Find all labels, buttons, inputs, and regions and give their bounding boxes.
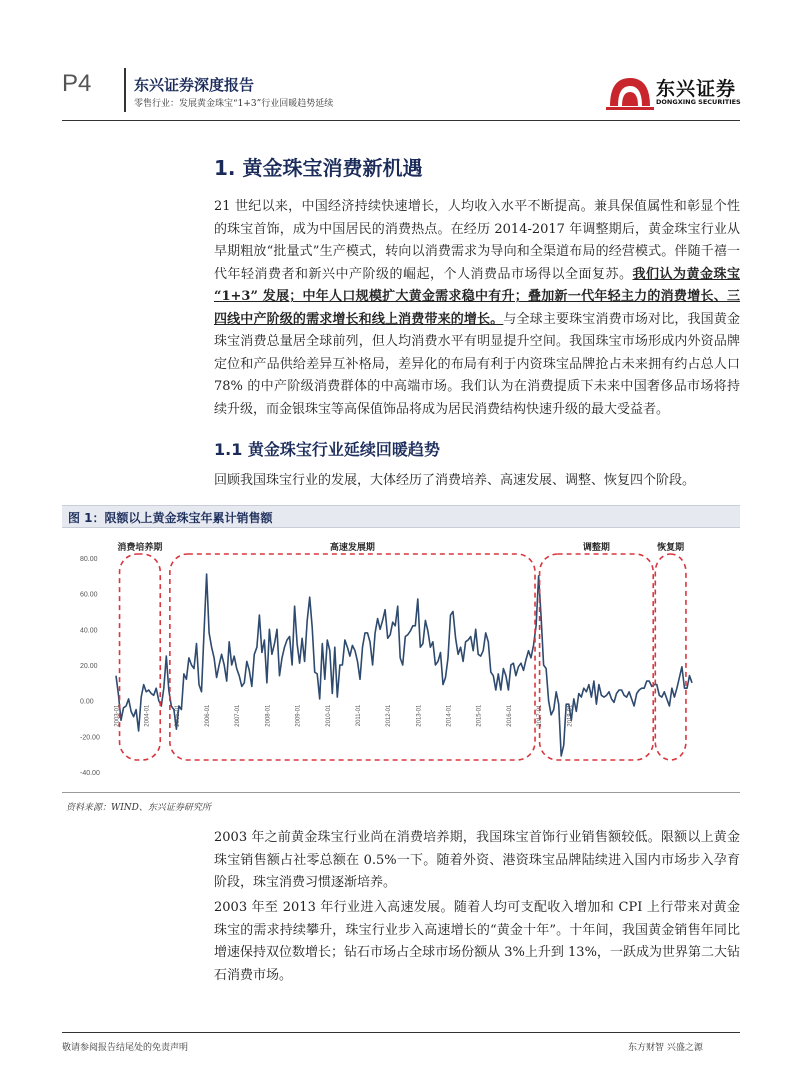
page-number: P4 (62, 70, 92, 97)
x-tick-label: 2013-01 (416, 704, 423, 727)
phase-label: 调整期 (582, 542, 610, 552)
sales-line-chart (62, 530, 740, 788)
phase-label: 消费培养期 (117, 542, 163, 552)
phase-box (655, 554, 686, 760)
x-tick-label: 2004-01 (144, 704, 151, 727)
phase-label: 恢复期 (657, 542, 685, 552)
x-tick-label: 2008-01 (265, 704, 272, 727)
y-tick-label: -40.00 (80, 770, 100, 777)
figure-title: 图 1：限额以上黄金珠宝年累计销售额 (68, 511, 273, 525)
footer-rule (62, 1032, 740, 1033)
y-tick-label: -20.00 (80, 734, 100, 742)
report-subtitle: 零售行业：发展黄金珠宝“1+3”行业回暖趋势延续 (134, 99, 334, 109)
intro-key-view: 我们认为黄金珠宝 “1+3” 发展；中年人口规模扩大黄金需求稳中有升；叠加新一代年轻主力的消费增长、三四线中产阶级的需求增长和线上消费带来的增长。 (214, 266, 740, 327)
footer-slogan: 东方财智 兴盛之源 (628, 1043, 703, 1053)
paragraph-rapid-growth: 2003 年至 2013 年行业进入高速发展。随着人均可支配收入增加和 CPI 上行带来对黄金珠宝的需求持续攀升，珠宝行业步入高速增长的“黄金十年”。十年间，我国黄金销售年同比增速保持双位数增长；钻石市场占全球市场份额从 3%上升到 13%，一跃成为世界第二大钻石消费市场。 (214, 900, 740, 983)
x-tick-label: 2005-01 (174, 704, 181, 727)
x-tick-label: 2007-01 (235, 704, 242, 727)
x-tick-label: 2006-01 (205, 704, 212, 727)
x-tick-label: 2014-01 (446, 704, 453, 727)
phase-box (540, 554, 654, 760)
intro-paragraph (214, 196, 740, 421)
x-tick-label: 2011-01 (355, 704, 362, 727)
figure-source: 资料来源：WIND、东兴证券研究所 (66, 803, 211, 813)
series-line-yoy (116, 574, 692, 756)
y-axis (80, 556, 100, 777)
section-heading: 1. 黄金珠宝消费新机遇 (214, 156, 423, 180)
intro-text-1: 21 世纪以来，中国经济持续快速增长，人均收入水平不断提高。兼具保值属性和彰显个性的珠宝首饰，成为中国居民的消费热点。在经历 2014-2017 年调整期后，黄金珠宝行业从早期粗放“批量式”生产模式，转向以消费需求为导向和全渠道布局的经营模式。伴随千禧一代年轻消费者和新兴中产阶级的崛起，个人消费品市场得以全面复苏。 (214, 199, 740, 282)
phase-box (170, 554, 535, 760)
paragraph-cultivation: 2003 年之前黄金珠宝行业尚在消费培养期，我国珠宝首饰行业销售额较低。限额以上黄金珠宝销售额占社零总额在 0.5%一下。随着外资、港资珠宝品牌陆续进入国内市场步入孕育阶段，珠宝消费习惯逐渐培养。 (214, 830, 740, 890)
figure-rule (62, 792, 740, 793)
x-tick-label: 2009-01 (295, 704, 302, 727)
logo-mark-icon (604, 70, 654, 114)
x-tick-label: 2003-01 (114, 704, 121, 727)
phase-label: 高速发展期 (329, 542, 375, 552)
footer-disclaimer: 敬请参阅报告结尾处的免责声明 (62, 1043, 189, 1053)
figure-title-bar (62, 505, 740, 528)
y-tick-label: 40.00 (80, 627, 98, 635)
header-rule (62, 120, 740, 121)
y-tick-label: 60.00 (80, 591, 98, 599)
report-title: 东兴证券深度报告 (134, 76, 255, 94)
logo-text-cn: 东兴证券 (656, 78, 737, 100)
x-tick-label: 2018-01 (567, 704, 574, 727)
logo-text-en: DONGXING SECURITIES (656, 98, 741, 106)
intro-text-2: 与全球主要珠宝消费市场对比，我国黄金珠宝消费总量居全球前列，但人均消费水平有明显提升空间。我国珠宝市场形成内外资品牌定位和产品供给差异互补格局，差异化的布局有利于内资珠宝品牌抢占未来拥有约占总人口 78% 的中产阶级消费群体的中高端市场。我们认为在消费提质下未来中国奢侈品市场将持续升级，而金银珠宝等高保值饰品将成为居民消费结构快速升级的最大受益者。 (214, 311, 740, 417)
subsection-intro: 回顾我国珠宝行业的发展，大体经历了消费培养、高速发展、调整、恢复四个阶段。 (214, 473, 696, 488)
x-tick-label: 2015-01 (476, 704, 483, 727)
y-tick-label: 0.00 (80, 698, 94, 706)
y-tick-label: 80.00 (80, 556, 98, 563)
header-divider (124, 68, 126, 112)
x-tick-label: 2017-01 (537, 704, 544, 727)
x-axis (115, 704, 574, 727)
phase-box (120, 554, 161, 760)
y-tick-label: 20.00 (80, 663, 98, 670)
x-tick-label: 2016-01 (506, 704, 513, 727)
subsection-heading: 1.1 黄金珠宝行业延续回暖趋势 (214, 440, 440, 459)
x-tick-label: 2010-01 (325, 704, 332, 727)
x-tick-label: 2012-01 (386, 704, 393, 727)
